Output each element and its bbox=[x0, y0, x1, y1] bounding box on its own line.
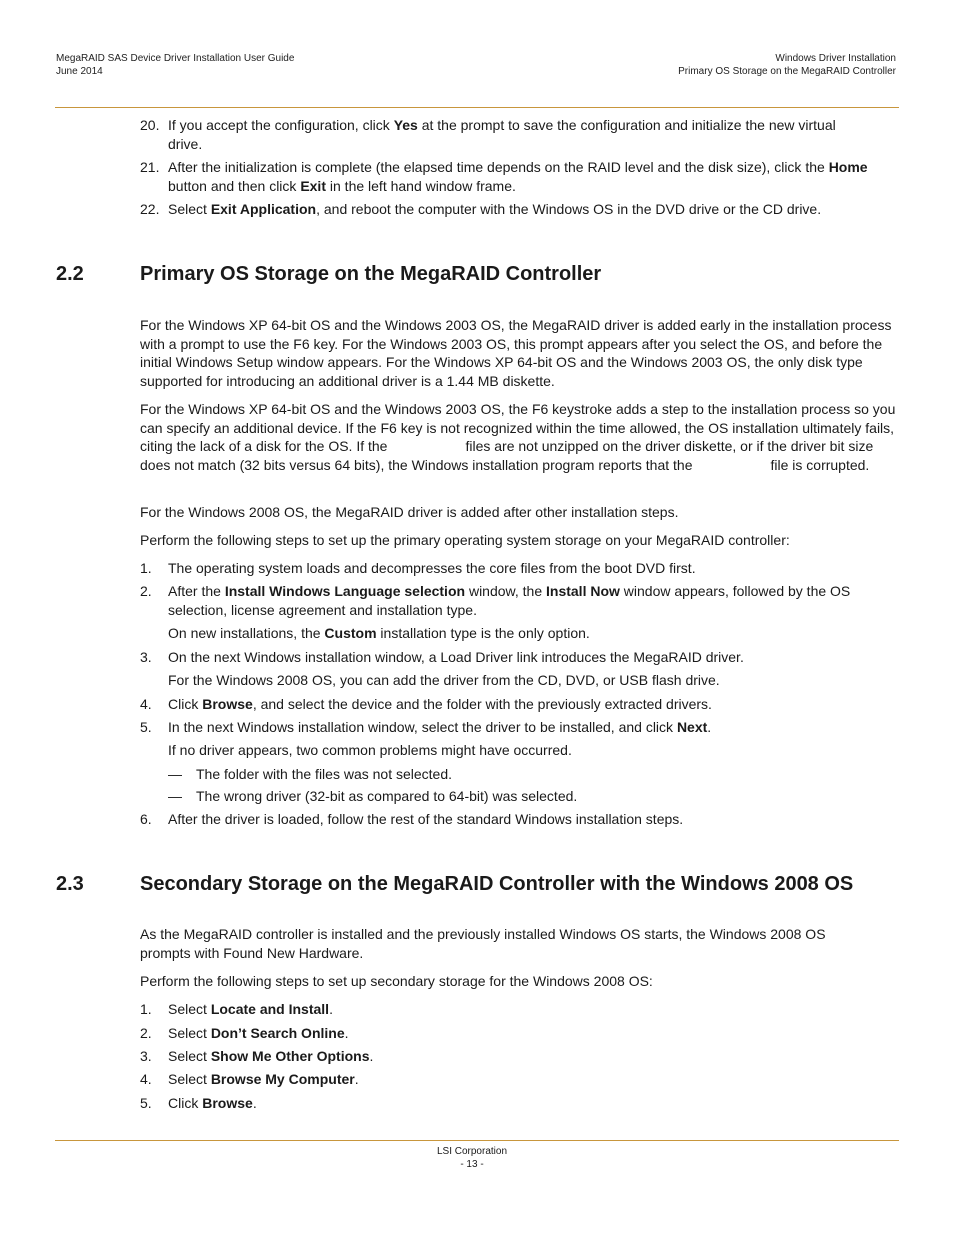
section-running-title: Primary OS Storage on the MegaRAID Controller bbox=[678, 65, 896, 77]
document-date: June 2014 bbox=[56, 65, 103, 77]
list-note: If no driver appears, two common problems might have occurred. bbox=[168, 742, 572, 758]
paragraph: For the Windows 2008 OS, the MegaRAID driver is added after other installation steps. bbox=[140, 504, 679, 520]
dash-marker: — bbox=[168, 766, 182, 782]
list-note: For the Windows 2008 OS, you can add the driver from the CD, DVD, or USB flash drive. bbox=[168, 672, 720, 688]
header-divider bbox=[55, 107, 899, 108]
page-number: - 13 - bbox=[460, 1158, 484, 1170]
paragraph: For the Windows XP 64-bit OS and the Windows 2003 OS, the MegaRAID driver is added early in the installation process with a prompt to use the F6 key. For the Windows 2003 OS, this prompt appears after you select the OS, and before the initial Windows Setup window appears. For the Windows XP 64-bit OS and the Windows 2003 OS, the only disk type supported for introducing an additional driver is a 1.44 MB diskette. bbox=[140, 317, 892, 389]
footer-company: LSI Corporation bbox=[436, 1146, 508, 1157]
document-title: MegaRAID SAS Device Driver Installation User Guide bbox=[56, 53, 295, 64]
list-note: On new installations, the Custom installation type is the only option. bbox=[168, 625, 590, 641]
paragraph: Perform the following steps to set up secondary storage for the Windows 2008 OS: bbox=[140, 973, 653, 989]
header-left bbox=[56, 53, 294, 78]
section-number: 2.3 bbox=[56, 873, 84, 895]
section-title: Primary OS Storage on the MegaRAID Controller bbox=[140, 263, 602, 285]
paragraph: For the Windows XP 64-bit OS and the Windows 2003 OS, the F6 keystroke adds a step to the installation process so you can specify an additional device. If the F6 key is not recognized within the time allowed, the OS installation ultimately fails, citing the lack of a disk for the OS. If the files are not unzipped on the driver diskette, or if the driver bit size does not match (32 bits versus 64 bits), the Windows installation program reports that the file is corrupted. bbox=[140, 401, 896, 473]
header-right bbox=[678, 53, 896, 78]
section-number: 2.2 bbox=[56, 263, 84, 285]
footer-divider bbox=[55, 1140, 899, 1141]
dash-marker: — bbox=[168, 788, 182, 804]
paragraph: Perform the following steps to set up the primary operating system storage on your MegaRAID controller: bbox=[140, 532, 790, 548]
paragraph: As the MegaRAID controller is installed and the previously installed Windows OS starts, the Windows 2008 OS prompts with Found New Hardware. bbox=[140, 926, 826, 961]
section-title: Secondary Storage on the MegaRAID Controller with the Windows 2008 OS bbox=[140, 873, 854, 895]
page-footer bbox=[0, 1146, 944, 1171]
chapter-title: Windows Driver Installation bbox=[775, 53, 896, 64]
